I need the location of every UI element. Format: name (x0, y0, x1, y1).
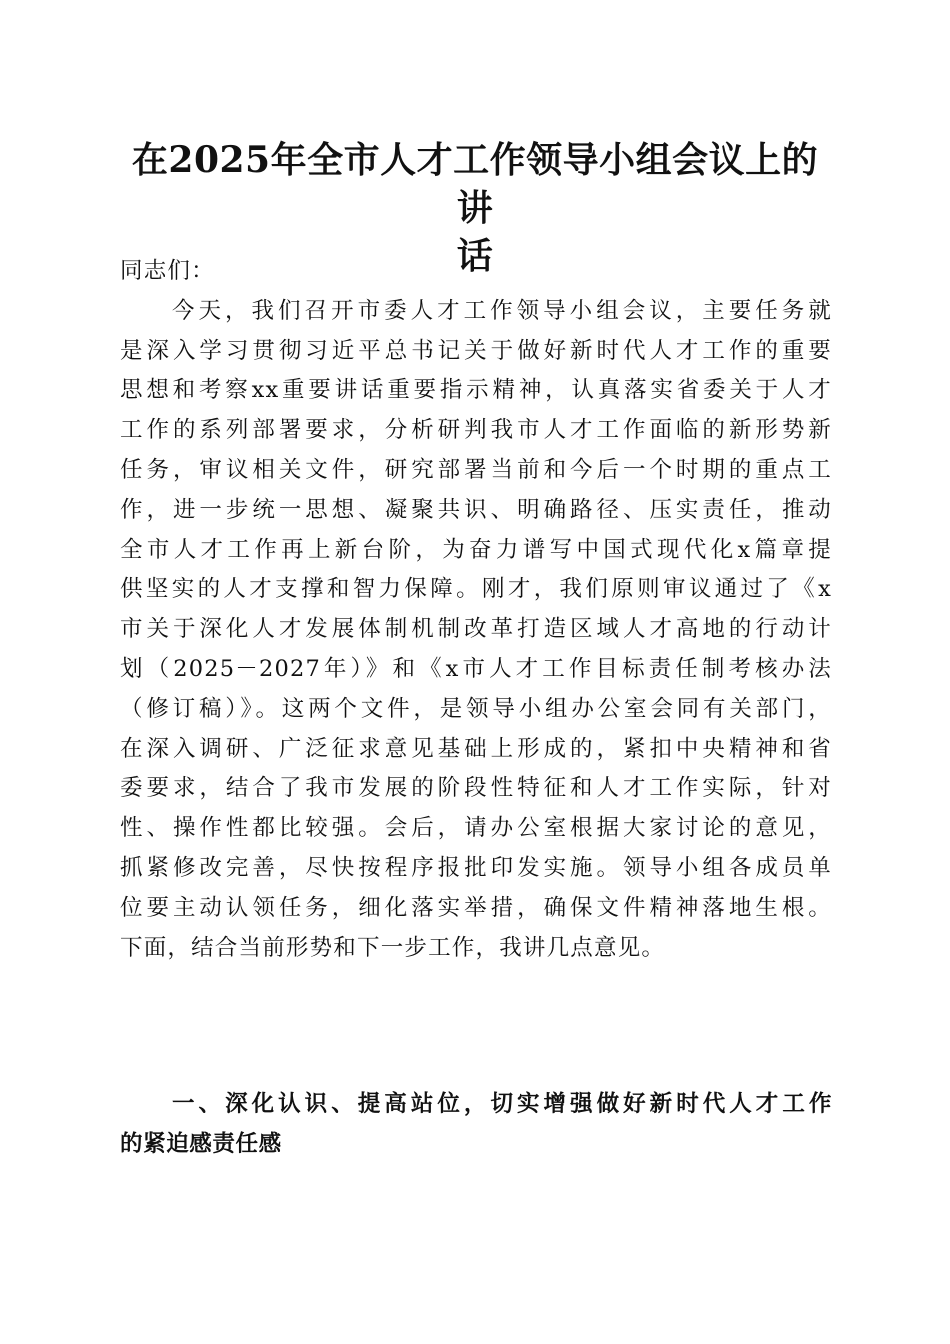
heading-line-1: 一、深化认识、提高站位，切实增强做好新时代人才工作 (172, 1091, 832, 1117)
paragraph-line: 位要主动认领任务，细化落实举措，确保文件精神落地生根。 (120, 894, 832, 921)
paragraph-line: 划（2025－2027年）》和《x市人才工作目标责任制考核办法 (120, 655, 832, 682)
paragraph-line: 性、操作性都比较强。会后，请办公室根据大家讨论的意见， (120, 815, 832, 842)
paragraph-line: 任务，审议相关文件，研究部署当前和今后一个时期的重点工 (120, 456, 832, 483)
paragraph-line: 委要求，结合了我市发展的阶段性特征和人才工作实际，针对 (120, 775, 832, 802)
paragraph-line: 全市人才工作再上新台阶，为奋力谱写中国式现代化x篇章提 (120, 536, 832, 563)
speech-body (120, 252, 832, 968)
title-line-1: 在2025年全市人才工作领导小组会议上的讲 (131, 139, 819, 229)
title-line-2: 话 (456, 235, 494, 277)
paragraph-line: 是深入学习贯彻习近平总书记关于做好新时代人才工作的重要 (120, 337, 832, 364)
paragraph-line: 工作的系列部署要求，分析研判我市人才工作面临的新形势新 (120, 417, 832, 444)
paragraph-line: （修订稿）》。这两个文件，是领导小组办公室会同有关部门， (120, 695, 832, 722)
paragraph-line: 思想和考察xx重要讲话重要指示精神，认真落实省委关于人才 (120, 377, 832, 404)
paragraph-line: 供坚实的人才支撑和智力保障。刚才，我们原则审议通过了《x (120, 576, 832, 603)
paragraph-line: 今天，我们召开市委人才工作领导小组会议，主要任务就 (172, 297, 832, 324)
heading-line-2: 的紧迫感责任感 (120, 1131, 282, 1157)
section-heading-1 (120, 1084, 832, 1164)
paragraph-line: 在深入调研、广泛征求意见基础上形成的，紧扣中央精神和省 (120, 735, 832, 762)
paragraph-line: 市关于深化人才发展体制机制改革打造区域人才高地的行动计 (120, 616, 832, 643)
paragraph-line: 下面，结合当前形势和下一步工作，我讲几点意见。 (120, 934, 666, 961)
paragraph-line: 作，进一步统一思想、凝聚共识、明确路径、压实责任，推动 (120, 496, 832, 523)
paragraph-line: 抓紧修改完善，尽快按程序报批印发实施。领导小组各成员单 (120, 854, 832, 881)
greeting: 同志们： (120, 258, 215, 284)
